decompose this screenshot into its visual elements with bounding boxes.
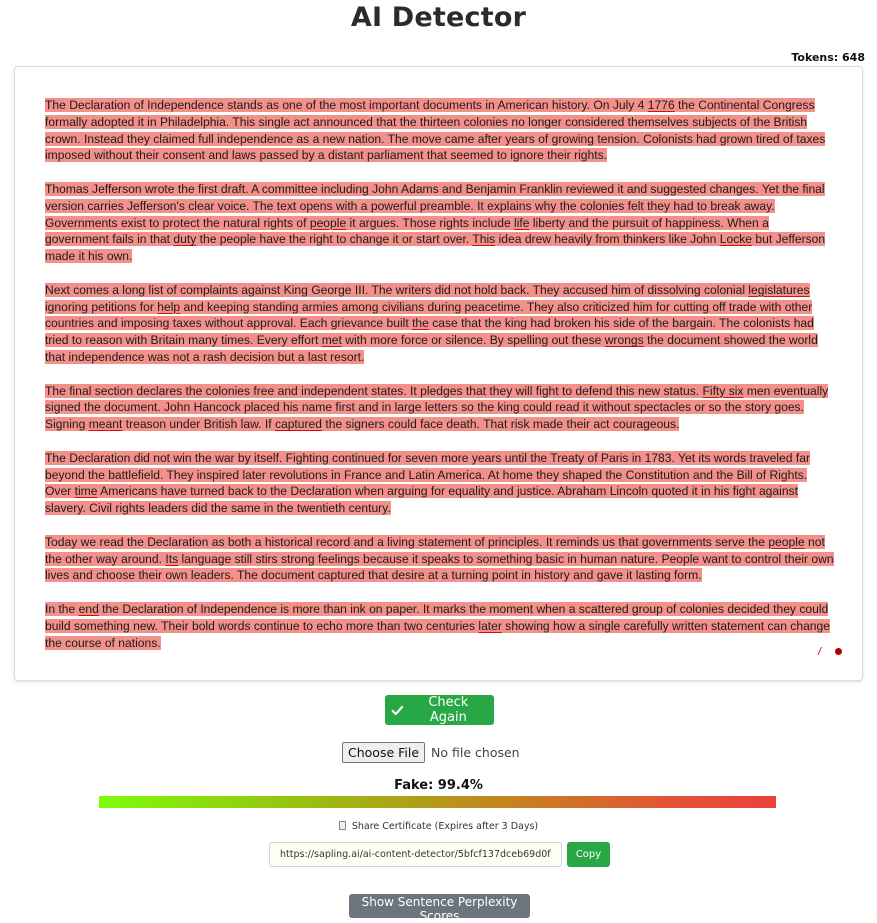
paragraph xyxy=(45,282,835,366)
text-segment: and keeping standing armies among civilians during peacetime. They also criticized him for cutting off trade with other countries and imposing taxes without approval. Each grievance built xyxy=(45,299,813,331)
spelling-underline[interactable]: Locke xyxy=(719,232,753,247)
text-segment: the document showed the world that independence was not a rash decision but a last resort. xyxy=(45,333,818,364)
share-text: Share Certificate (Expires after 3 Days) xyxy=(351,821,539,832)
text-segment: The final section declares the colonies free and independent states. It pledges that they will fight to defend this new status. xyxy=(45,383,703,398)
paragraph xyxy=(45,601,835,651)
text-editor[interactable] xyxy=(14,66,863,681)
check-icon xyxy=(391,704,404,717)
spelling-underline[interactable]: people xyxy=(309,215,347,230)
token-count: Tokens: 648 xyxy=(791,51,865,64)
spelling-underline[interactable]: time xyxy=(74,484,98,499)
spelling-underline[interactable]: later xyxy=(478,618,502,633)
spelling-underline[interactable]: met xyxy=(321,333,342,348)
choose-file-button[interactable]: Choose File xyxy=(342,742,425,763)
text-segment: In the xyxy=(45,601,79,616)
spelling-underline[interactable]: end xyxy=(78,601,99,616)
ai-highlight xyxy=(45,283,818,364)
text-segment: Americans have turned back to the Declaration when arguing for equality and justice. Abraham Lincoln quoted it in his fight against slavery. Civil rights leaders did the same in the twentieth century. xyxy=(45,484,798,516)
no-file-text: No file chosen xyxy=(431,744,520,760)
check-again-button[interactable] xyxy=(385,695,494,725)
spelling-underline[interactable]: legislatures xyxy=(748,282,810,297)
spelling-underline[interactable]: people xyxy=(768,534,805,549)
paragraph xyxy=(45,383,835,433)
text-segment: treason under British law. If xyxy=(122,417,275,432)
paragraph xyxy=(45,97,835,164)
ai-highlight xyxy=(45,98,825,162)
spelling-underline[interactable]: 1776 xyxy=(647,98,675,112)
text-segment: language still stirs strong feelings because it speaks to something basic in human nature. People want to control their own lives and choose their own leaders. The document captured that desire at a turning point in history and gave it lasting form. xyxy=(45,551,834,583)
paragraph xyxy=(45,534,835,584)
copy-button[interactable]: Copy xyxy=(567,842,610,867)
text-segment: case that the king had broken his side of the bargain. The colonists had tried to reason with Britain many times. Every effort xyxy=(45,316,814,348)
text-segment: showing how a single carefully written statement can change the course of nations. xyxy=(45,618,830,650)
spelling-underline[interactable]: meant xyxy=(88,417,123,432)
spelling-underline[interactable]: captured xyxy=(274,417,323,432)
perplexity-button[interactable]: Show Sentence Perplexity Scores xyxy=(349,894,530,918)
document-icon xyxy=(339,821,346,830)
text-segment: with more force or silence. By spelling out these xyxy=(341,333,605,348)
text-segment: but Jefferson made it his own. xyxy=(45,232,826,264)
text-segment: ignoring petitions for xyxy=(45,299,158,314)
ai-highlight xyxy=(45,602,830,650)
text-segment: it argues. Those rights include xyxy=(346,215,515,230)
spelling-underline[interactable]: help xyxy=(157,299,181,314)
check-again-label: Check Again xyxy=(428,695,469,725)
fake-score-bar xyxy=(99,796,776,808)
fake-score-label: Fake: 99.4% xyxy=(394,778,483,793)
spelling-underline[interactable]: Its xyxy=(165,551,179,566)
file-upload xyxy=(342,741,520,763)
paragraph xyxy=(45,181,835,265)
ai-highlight xyxy=(45,182,825,263)
text-segment: not the other way around. xyxy=(45,534,825,566)
spelling-underline[interactable]: the xyxy=(412,316,429,331)
spelling-underline[interactable]: Fifty six xyxy=(702,383,744,398)
ai-highlight xyxy=(45,451,810,515)
text-segment: the people have the right to change it or start over. xyxy=(196,232,473,247)
text-segment: liberty and the pursuit of happiness. When a government fails in that xyxy=(45,215,769,247)
spelling-underline[interactable]: This xyxy=(472,232,496,247)
paragraph xyxy=(45,450,835,517)
text-segment: Next comes a long list of complaints against King George III. The writers did not hold back. They accused him of dissolving colonial xyxy=(45,282,749,297)
text-segment: idea drew heavily from thinkers like John xyxy=(495,232,720,247)
text-segment: men eventually signed the document. John Hancock placed his name first and in large letters so the king could read it without spectacles or so the story goes. Signing xyxy=(45,383,829,432)
text-segment: Today we read the Declaration as both a historical record and a living statement of principles. It reminds us that governments serve the xyxy=(45,534,769,549)
text-segment: The Declaration did not win the war by itself. Fighting continued for seven more years until the Treaty of Paris in 1783. Yet its words traveled far beyond the battlefield. They inspired later revolutions in France and Latin America. At home they shaped the Constitution and the Bill of Rights. Over xyxy=(45,450,810,499)
ai-highlight xyxy=(45,535,834,583)
spelling-underline[interactable]: duty xyxy=(173,232,197,247)
share-certificate xyxy=(0,821,877,832)
page-title: AI Detector xyxy=(350,2,527,33)
text-segment: The Declaration of Independence stands as one of the most important documents in American history. On July 4 xyxy=(45,98,648,112)
text-segment: Thomas Jefferson wrote the first draft. A committee including John Adams and Benjamin Franklin reviewed it and suggested changes. Yet the final version carries Jefferson's clear voice. The text opens with a powerful preamble. It explains why the colonies felt they had to break away. Governments exist to protect the natural rights of xyxy=(45,181,825,230)
text-segment: the Continental Congress formally adopted it in Philadelphia. This single act announced that the thirteen colonies no longer considered themselves subjects of the British crown. Instead they claimed full independence as a new nation. The move came after years of growing tension. Colonists had grown tired of taxes imposed without their consent and laws passed by a distant parliament that seemed to ignore their rights. xyxy=(45,98,826,163)
text-segment: the Declaration of Independence is more than ink on paper. It marks the moment when a scattered group of colonies decided they could build something new. Their bold words continue to echo more than two centuries xyxy=(45,601,829,633)
text-segment: the signers could face death. That risk made their act courageous. xyxy=(322,417,680,432)
editor-content[interactable] xyxy=(45,97,835,668)
grammar-indicator-icon[interactable]: / xyxy=(818,647,842,657)
share-url-input[interactable] xyxy=(269,842,562,867)
spelling-underline[interactable]: wrongs xyxy=(604,333,644,348)
spelling-underline[interactable]: life xyxy=(514,215,530,230)
ai-highlight xyxy=(45,384,828,432)
